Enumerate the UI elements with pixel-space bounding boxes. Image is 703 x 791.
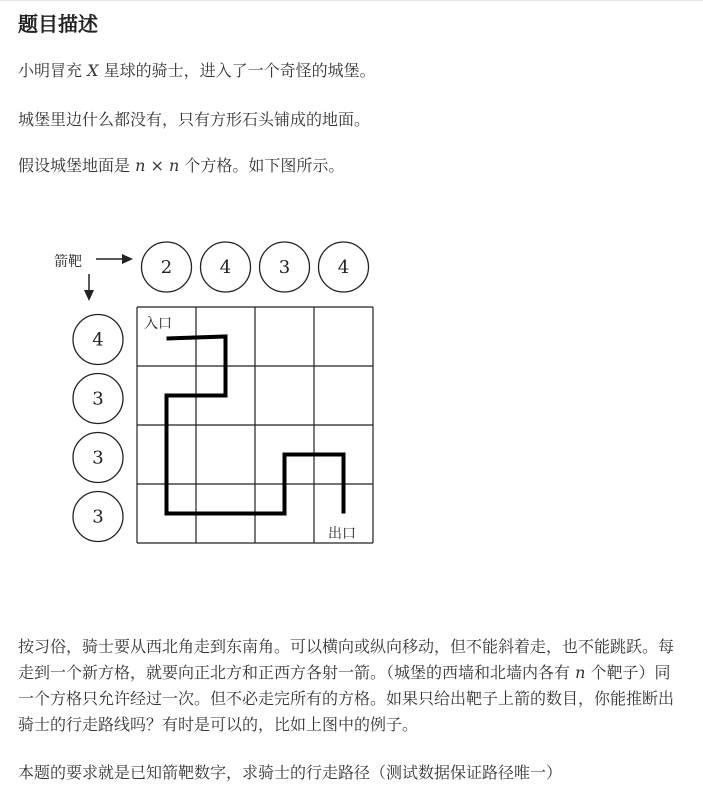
grid <box>137 307 373 543</box>
intro-var: X <box>87 61 99 80</box>
entrance-label: 入口 <box>144 316 172 332</box>
west-target-value: 3 <box>92 388 104 410</box>
exit-label: 出口 <box>328 526 356 542</box>
north-target-value: 4 <box>337 257 350 278</box>
rules-var: n <box>575 663 586 682</box>
intro-text-before: 小明冒充 <box>18 61 88 80</box>
paragraph-intro <box>18 58 684 84</box>
paragraph-grid <box>18 153 684 179</box>
right-arrow-head-icon <box>122 254 133 264</box>
intro-text-after: 星球的骑士，进入了一个奇怪的城堡。 <box>98 61 376 80</box>
grid-expr: n × n <box>135 156 180 175</box>
rules-text-part1: 按习俗，骑士要从西北角走到东南角。可以横向或纵向移动，但不能斜着走，也不能跳跃。每走到一个新方格，就要向正北方和正西方各射一箭。（城堡的西墙和北墙内各有 <box>18 637 675 682</box>
paragraph-rules <box>18 634 684 738</box>
north-target-value: 4 <box>219 257 232 278</box>
west-targets <box>73 315 123 542</box>
down-arrow-head-icon <box>84 290 94 301</box>
grid-text-after: 个方格。如下图所示。 <box>179 156 345 175</box>
castle-figure <box>40 232 400 552</box>
north-target-value: 3 <box>278 257 291 278</box>
west-target-value: 4 <box>92 329 104 351</box>
rules-text-part2: 个靶子）同一个方格只允许经过一次。但不必走完所有的方格。如果只给出靶子上箭的数目，你能推断出骑士的行走路线吗？有时是可以的，比如上图中的例子。 <box>18 663 675 734</box>
arrow-label: 箭靶 <box>54 254 82 270</box>
grid-text-before: 假设城堡地面是 <box>18 156 136 175</box>
north-targets <box>142 242 369 292</box>
north-target-value: 2 <box>160 257 173 278</box>
section-heading: 题目描述 <box>18 12 98 36</box>
top-divider <box>0 0 703 1</box>
west-target-value: 3 <box>92 506 104 528</box>
paragraph-castle: 城堡里边什么都没有，只有方形石头铺成的地面。 <box>18 110 371 129</box>
paragraph-task: 本题的要求就是已知箭靶数字，求骑士的行走路径（测试数据保证路径唯一） <box>18 763 563 782</box>
west-target-value: 3 <box>92 447 104 469</box>
castle-figure-svg <box>40 232 400 552</box>
